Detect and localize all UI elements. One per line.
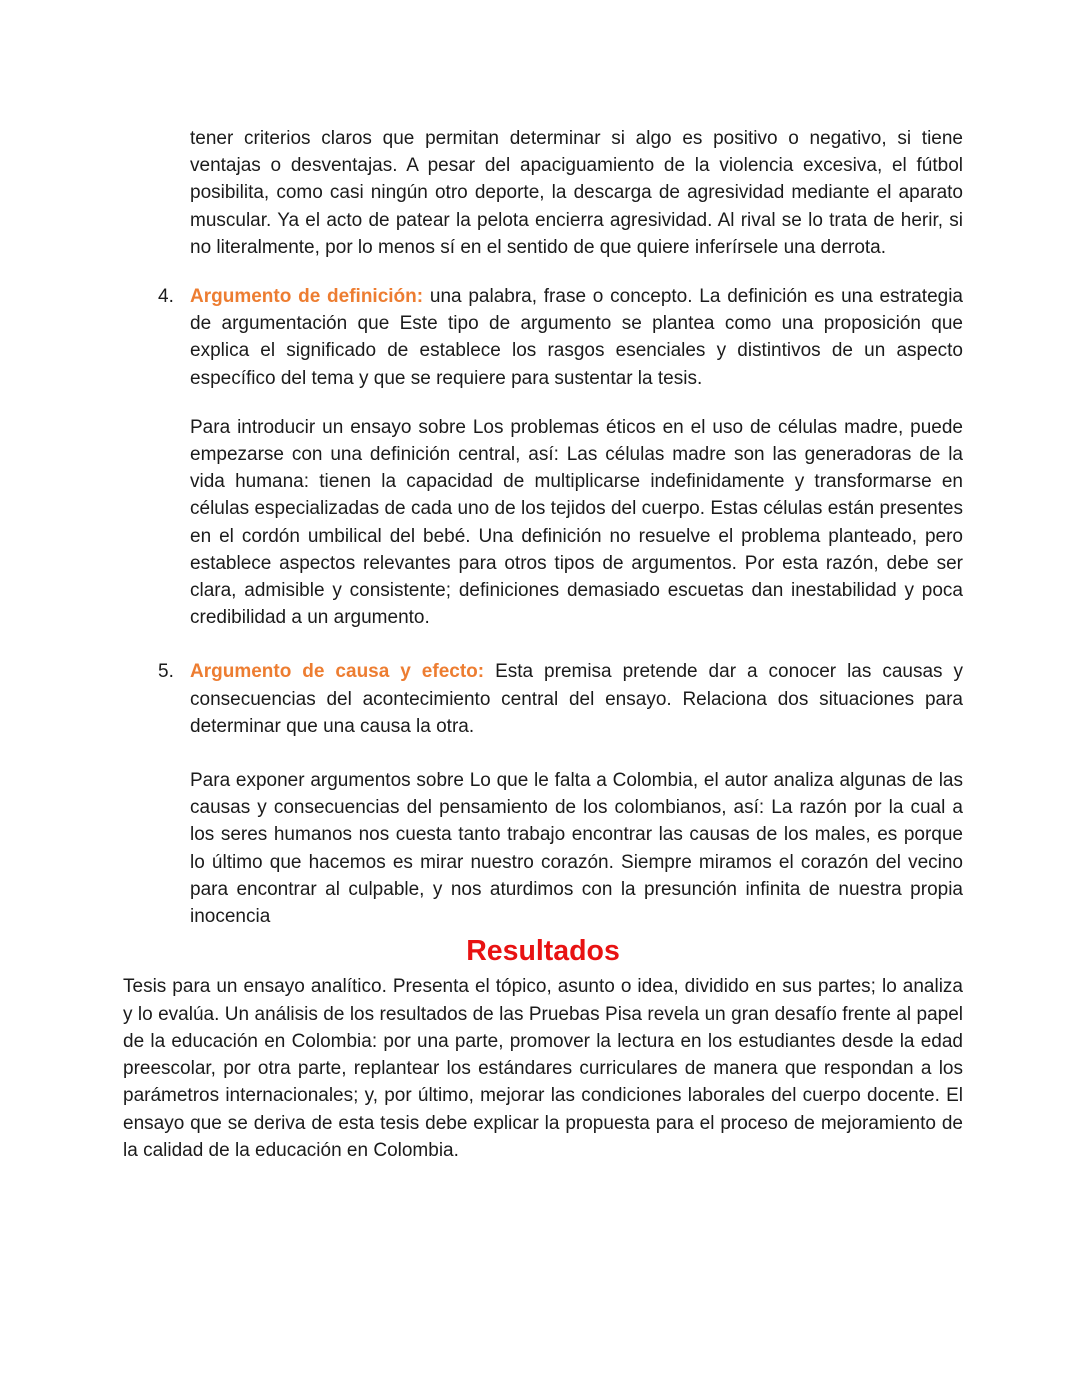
list-item-number: 5. — [158, 661, 174, 683]
list-item-body: Esta premisa pretende dar a conocer las causas y consecuencias del acontecimiento central del ensayo. Relaciona dos situaciones para determinar que una causa la otra. — [190, 661, 963, 737]
list-item-text — [190, 658, 963, 740]
list-item-text — [190, 283, 963, 392]
list-item-body: una palabra, frase o concepto. La definición es una estrategia de argumentación que Este tipo de argumento se plantea como una proposición que explica el significado de establece los rasgos esenciales y distintivos de un aspecto específico del tema y que se requiere para sustentar la tesis. — [190, 286, 963, 389]
list-item-number: 4. — [158, 286, 174, 308]
closing-paragraph: Tesis para un ensayo analítico. Presenta el tópico, asunto o idea, dividido en sus partes; lo analiza y lo evalúa. Un análisis de los resultados de las Pruebas Pisa revela un gran desafío frente al papel de la educación en Colombia: por una parte, promover la lectura en los estudiantes desde la edad preescolar, por otra parte, replantear los estándares curriculares de manera que respondan a los parámetros internacionales; y, por último, mejorar las condiciones laborales del cuerpo docente. El ensayo que se deriva de esta tesis debe explicar la propuesta para el proceso de mejoramiento de la calidad de la educación en Colombia. — [123, 976, 963, 1161]
list-item-4 — [123, 283, 963, 392]
section-heading-resultados: Resultados — [466, 935, 620, 968]
list-item-title: Argumento de definición: — [190, 286, 424, 308]
list-item-5 — [123, 658, 963, 740]
intro-paragraph: tener criterios claros que permitan determinar si algo es positivo o negativo, si tiene ventajas o desventajas. A pesar del apaciguamiento de la violencia excesiva, el fútbol posibilita, como casi ningún otro deporte, la descarga de agresividad mediante el aparato muscular. Ya el acto de patear la pelota encierra agresividad. Al rival se lo trata de herir, si no literalmente, por lo menos sí en el sentido de que quiere inferírsele una derrota. — [190, 128, 963, 258]
list-item-title: Argumento de causa y efecto: — [190, 661, 485, 683]
example-paragraph-definicion: Para introducir un ensayo sobre Los problemas éticos en el uso de células madre, puede empezarse con una definición central, así: Las células madre son las generadoras de la vida humana: tienen la capacidad de multiplicarse indefinidamente y transformarse en células especializadas de cada uno de los tejidos del cuerpo. Estas células están presentes en el cordón umbilical del bebé. Una definición no resuelve el problema planteado, pero establece aspectos relevantes para otros tipos de argumentos. Por esta razón, debe ser clara, admisible y consistente; definiciones demasiado escuetas dan inestabilidad y poca credibilidad a un argumento. — [190, 416, 963, 629]
example-paragraph-causa-efecto: Para exponer argumentos sobre Lo que le falta a Colombia, el autor analiza algunas de las causas y consecuencias del pensamiento de los colombianos, así: La razón por la cual a los seres humanos nos cuesta tanto trabajo encontrar las causas de los males, es porque lo último que hacemos es mirar nuestro corazón. Siempre miramos el corazón del vecino para encontrar al culpable, y nos aturdimos con la presunción infinita de nuestra propia inocencia — [190, 770, 963, 928]
